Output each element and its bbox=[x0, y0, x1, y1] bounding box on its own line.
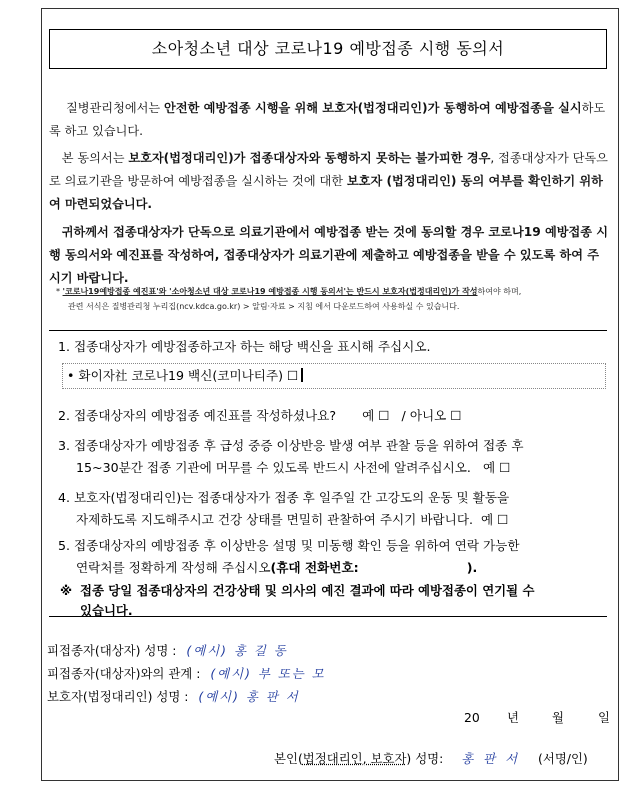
question-3 bbox=[58, 435, 606, 479]
signature-label-suffix: ) 성명: bbox=[406, 751, 444, 766]
postpone-notice bbox=[60, 581, 608, 621]
date-year-label: 년 bbox=[507, 710, 519, 725]
guardian-name-row bbox=[47, 687, 300, 707]
intro-1-bold: 안전한 예방접종 시행을 위해 보호자(법정대리인)가 동행하여 예방접종을 실시 bbox=[164, 101, 582, 115]
recipient-name-label: 피접종자(대상자) 성명 : bbox=[47, 643, 177, 658]
intro-1-suffix: 하도록 하고 있습니다. bbox=[49, 101, 606, 138]
guardian-name-label: 보호자(법정대리인) 성명 : bbox=[47, 689, 189, 704]
intro-paragraph-2 bbox=[49, 147, 609, 216]
vaccine-option-box[interactable] bbox=[62, 363, 606, 389]
signature-sign-hint: (서명/인) bbox=[538, 751, 588, 766]
text-cursor bbox=[301, 368, 303, 382]
relation-label: 피접종자(대상자)와의 관계 : bbox=[47, 666, 201, 681]
signature-row bbox=[274, 749, 588, 769]
relation-row bbox=[47, 664, 326, 684]
question-4-yes-checkbox[interactable]: 예 ☐ bbox=[481, 512, 509, 527]
question-2-no-checkbox[interactable]: 아니오 ☐ bbox=[409, 408, 462, 423]
footnote-mark: * bbox=[56, 287, 60, 296]
intro-paragraph-3 bbox=[49, 221, 609, 290]
phone-label: (휴대 전화번호: bbox=[270, 560, 359, 575]
date-month-label: 월 bbox=[552, 710, 564, 725]
recipient-name-field[interactable]: (예시) 홍 길 동 bbox=[186, 643, 288, 658]
recipient-name-row bbox=[47, 641, 288, 661]
question-3-line-2: 15~30분간 접종 기관에 머무를 수 있도록 반드시 사전에 알려주십시오. bbox=[76, 460, 471, 475]
intro-2-bold: 보호자(법정대리인)가 접종대상자와 동행하지 못하는 불가피한 경우 bbox=[128, 151, 491, 165]
vaccine-option-pfizer[interactable]: • 화이자社 코로나19 백신(코미나티주) ☐ bbox=[67, 368, 299, 383]
footnote-line-2 bbox=[56, 299, 611, 314]
footnote-line-1 bbox=[56, 284, 611, 299]
footnote-line1-suffix: 하여야 하며, bbox=[477, 287, 522, 296]
date-year-prefix[interactable]: 20 bbox=[464, 710, 480, 725]
footnote-line2-text: 관련 서식은 질병관리청 누리집(ncv.kdca.go.kr) > 알림·자료 > 지침 에서 다운로드하여 사용하실 수 있습니다. bbox=[68, 302, 460, 311]
question-4-line-2: 자제하도록 지도해주시고 건강 상태를 면밀히 관찰하여 주시기 바랍니다. bbox=[76, 512, 473, 527]
question-4-line-2-wrap bbox=[58, 509, 606, 531]
intro-2-bold2: 보호자 (법정대리인) 동의 여부를 확인하기 위하여 마련되었습니다. bbox=[49, 174, 603, 211]
question-5 bbox=[58, 535, 606, 579]
question-3-line-1: 3. 접종대상자가 예방접종 후 급성 중증 이상반응 발생 여부 관찰 등을 위하여 접종 후 bbox=[58, 438, 524, 453]
intro-3-text: 귀하께서 접종대상자가 단독으로 의료기관에서 예방접종 받는 것에 동의할 경우 코로나19 예방접종 시행 동의서와 예진표를 작성하여, 접종대상자가 의료기관에 제출하고 예방접종을 받을 수 있도록 하여 주시기 바랍니다. bbox=[49, 225, 609, 285]
signature-label-prefix: 본인( bbox=[274, 751, 303, 766]
question-2 bbox=[58, 405, 606, 427]
signature-label-underlined: 법정대리인, 보호자 bbox=[302, 751, 407, 766]
intro-paragraph-1 bbox=[49, 97, 609, 143]
divider-top bbox=[49, 330, 607, 331]
question-5-line-2-prefix: 연락처를 정확하게 작성해 주십시오 bbox=[76, 560, 271, 575]
intro-1-prefix: 질병관리청에서는 bbox=[65, 101, 165, 115]
date-day-label: 일 bbox=[598, 710, 610, 725]
question-2-separator: / bbox=[401, 408, 406, 423]
relation-field[interactable]: (예시) 부 또는 모 bbox=[210, 666, 326, 681]
question-3-yes-checkbox[interactable]: 예 ☐ bbox=[482, 460, 511, 475]
footnote bbox=[56, 284, 611, 314]
phone-close: ). bbox=[466, 560, 478, 575]
consent-form-page bbox=[41, 8, 619, 781]
question-5-line-2-wrap bbox=[58, 557, 606, 579]
question-4 bbox=[58, 487, 606, 531]
notice-mark: ※ bbox=[60, 583, 73, 598]
guardian-name-field[interactable]: (예시) 홍 판 서 bbox=[198, 689, 300, 704]
question-5-line-1: 5. 접종대상자의 예방접종 후 이상반응 설명 및 미동행 확인 등을 위하여 연락 가능한 bbox=[58, 538, 520, 553]
divider-bottom bbox=[49, 616, 607, 617]
form-title-text: 소아청소년 대상 코로나19 예방접종 시행 동의서 bbox=[151, 39, 505, 58]
question-4-line-1: 4. 보호자(법정대리인)는 접종대상자가 접종 후 일주일 간 고강도의 운동 및 활동을 bbox=[58, 490, 510, 505]
question-1 bbox=[58, 336, 606, 358]
footnote-underlined: '코로나19예방접종 예진표'와 '소아청소년 대상 코로나19 예방접종 시행 동의서'는 반드시 보호자(법정대리인)가 작성 bbox=[62, 287, 478, 296]
signature-name-field[interactable]: 홍 판 서 bbox=[461, 751, 521, 766]
notice-line-1: 접종 당일 접종대상자의 건강상태 및 의사의 예진 결과에 따라 예방접종이 연기될 수 bbox=[80, 583, 535, 598]
question-1-text: 1. 접종대상자가 예방접종하고자 하는 해당 백신을 표시해 주십시오. bbox=[58, 339, 431, 354]
intro-2-prefix: 본 동의서는 bbox=[61, 151, 129, 165]
form-title bbox=[49, 29, 607, 69]
question-2-yes-checkbox[interactable]: 예 ☐ bbox=[362, 408, 390, 423]
question-3-line-2-wrap bbox=[58, 457, 606, 479]
notice-line-2: 있습니다. bbox=[80, 603, 133, 618]
question-2-text: 2. 접종대상자의 예방접종 예진표를 작성하셨나요? bbox=[58, 408, 337, 423]
intro-2-mid: , 접종대상자가 단독으로 의료기관을 방문하여 예방접종을 실시하는 것에 대한 bbox=[49, 151, 608, 188]
